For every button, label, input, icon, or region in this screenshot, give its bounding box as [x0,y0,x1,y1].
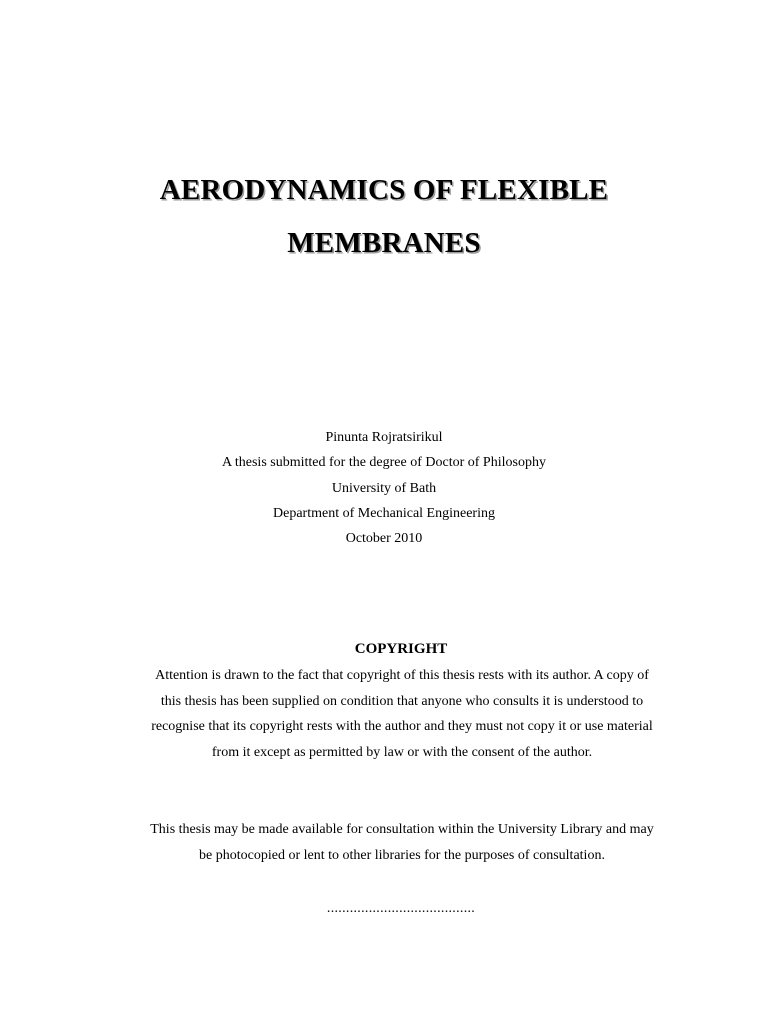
submission-date: October 2010 [345,531,423,547]
copyright-statement: Attention is drawn to the fact that copyright of this thesis rests with its author. A copy of this thesis has been supplied on condition that anyone who consults it is understood to recognise that its copyright rests with the author and they must not copy it or use material from it except as permitted by law or with the consent of the author. [151,668,653,760]
consultation-statement: This thesis may be made available for consultation within the University Library and may be photocopied or lent to other libraries for the purposes of consultation. [150,822,654,863]
thesis-metadata [0,425,768,551]
university-name: University of Bath [331,480,437,496]
degree-statement: A thesis submitted for the degree of Doctor of Philosophy [222,455,546,471]
copyright-heading: COPYRIGHT [354,641,448,657]
author-name: Pinunta Rojratsirikul [325,430,443,445]
department-name: Department of Mechanical Engineering [273,505,495,521]
signature-line: ....................................... [326,901,476,916]
thesis-title-line-1: AERODYNAMICS OF FLEXIBLE [159,174,609,206]
thesis-title-line-2: MEMBRANES [287,227,481,259]
